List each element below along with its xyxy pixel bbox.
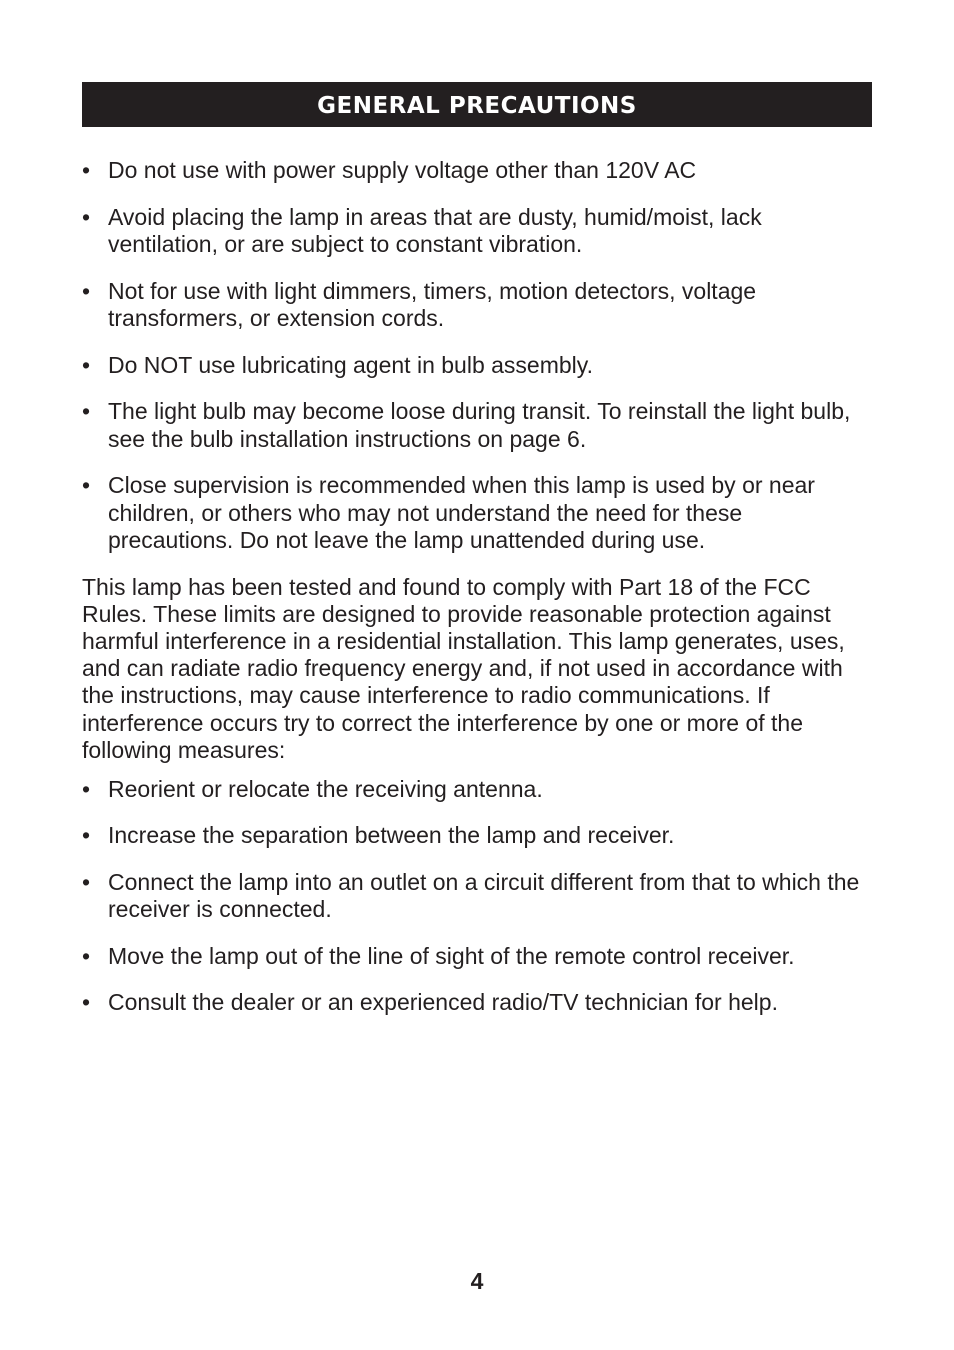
bullet-icon: • bbox=[82, 472, 91, 498]
list-item bbox=[82, 869, 872, 924]
list-item bbox=[82, 204, 872, 259]
list-item bbox=[82, 157, 872, 185]
page-number: 4 bbox=[470, 1268, 484, 1294]
list-item bbox=[82, 472, 872, 555]
list-item-text: Do not use with power supply voltage other than 120V AC bbox=[108, 157, 697, 183]
list-item bbox=[82, 989, 872, 1017]
list-item bbox=[82, 352, 872, 380]
list-item-text: Increase the separation between the lamp and receiver. bbox=[108, 822, 675, 849]
bullet-icon: • bbox=[82, 868, 91, 895]
bullet-icon: • bbox=[82, 203, 91, 230]
bullet-icon: • bbox=[82, 989, 91, 1016]
list-item-text: Avoid placing the lamp in areas that are dusty, humid/moist, lack ventilation, or are subject to constant vibration. bbox=[108, 203, 762, 257]
document-page bbox=[82, 82, 872, 1036]
section-header-bar bbox=[82, 82, 872, 127]
list-item bbox=[82, 278, 872, 333]
list-item bbox=[82, 822, 872, 850]
section-title: GENERAL PRECAUTIONS bbox=[317, 92, 637, 119]
bullet-icon: • bbox=[82, 775, 91, 802]
bullet-icon: • bbox=[82, 351, 91, 378]
bullet-icon: • bbox=[82, 942, 91, 969]
list-item-text: Move the lamp out of the line of sight of the remote control receiver. bbox=[108, 942, 795, 969]
list-item-text: Connect the lamp into an outlet on a circuit different from that to which the receiver is connected. bbox=[108, 868, 860, 923]
list-item bbox=[82, 943, 872, 971]
fcc-compliance-paragraph: This lamp has been tested and found to comply with Part 18 of the FCC Rules. These limits are designed to provide reasonable protection against harmful interference in a residential installation. This lamp generates, uses, and can radiate radio frequency energy and, if not used in accordance with the instructions, may cause interference to radio communications. If interference occurs try to correct the interference by one or more of the following measures: bbox=[82, 573, 845, 763]
list-item bbox=[82, 398, 872, 453]
bullet-icon: • bbox=[82, 822, 91, 849]
list-item-text: Do NOT use lubricating agent in bulb assembly. bbox=[108, 351, 593, 378]
interference-measures-list bbox=[82, 776, 872, 1017]
list-item-text: Close supervision is recommended when this lamp is used by or near children, or others who may not understand the need for these precautions. Do not leave the lamp unattended during use. bbox=[108, 472, 815, 553]
bullet-icon: • bbox=[82, 398, 91, 424]
list-item-text: Not for use with light dimmers, timers, motion detectors, voltage transformers, or extension cords. bbox=[108, 277, 757, 331]
list-item-text: The light bulb may become loose during transit. To reinstall the light bulb, see the bulb installation instructions on page 6. bbox=[108, 398, 851, 452]
bullet-icon: • bbox=[82, 277, 91, 304]
list-item bbox=[82, 776, 872, 804]
bullet-icon: • bbox=[82, 157, 91, 183]
list-item-text: Reorient or relocate the receiving antenna. bbox=[108, 775, 543, 802]
precautions-list bbox=[82, 157, 872, 555]
list-item-text: Consult the dealer or an experienced radio/TV technician for help. bbox=[108, 989, 778, 1016]
